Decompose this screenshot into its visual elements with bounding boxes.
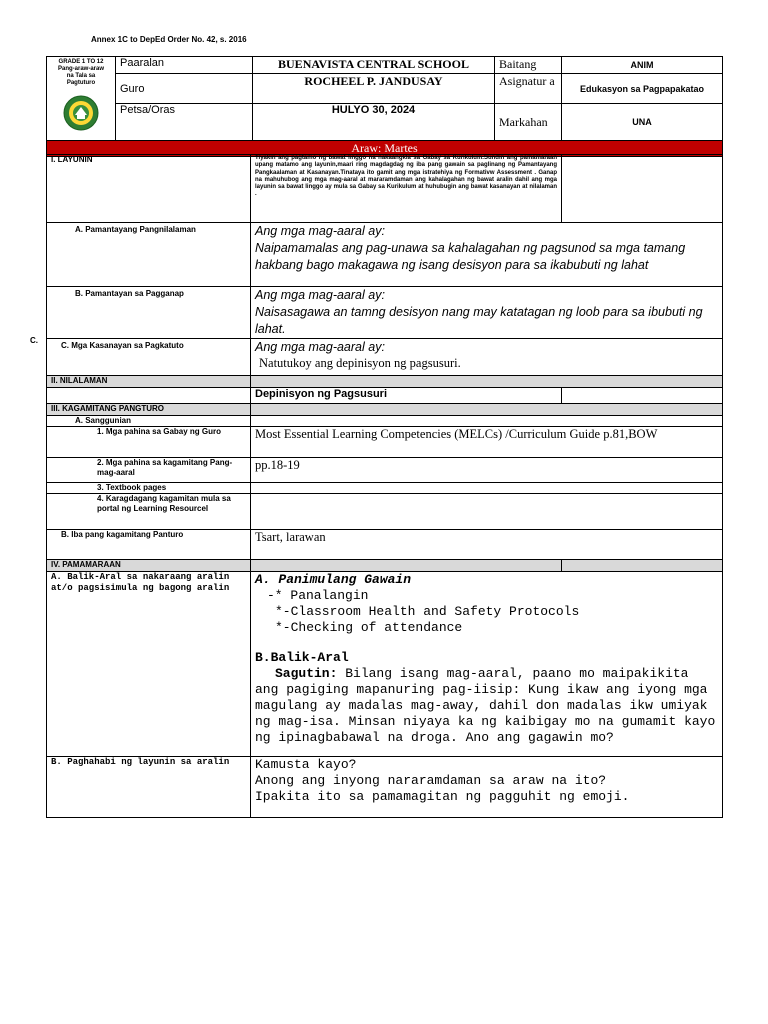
topic-text: Depinisyon ng Pagsusuri — [251, 388, 562, 404]
markahan-value: UNA — [562, 104, 723, 141]
markahan-label: Markahan — [495, 104, 562, 141]
panalangin-item: -* Panalangin — [267, 588, 369, 603]
empty-cell — [47, 388, 251, 404]
paaralan-label: Paaralan — [116, 57, 253, 74]
paghahabi-content — [251, 757, 723, 818]
competency-text: Natutukoy ang depinisyon ng pagsusuri. — [259, 356, 461, 370]
karagdagang-kagamitan-label: 4. Karagdagang kagamitan mula sa portal ng Learning Resourcel — [47, 494, 251, 530]
balik-aral-content — [251, 572, 723, 757]
empty-cell — [251, 494, 723, 530]
annex-reference: Annex 1C to DepEd Order No. 42, s. 2016 — [91, 35, 247, 44]
logo-cell — [47, 57, 116, 141]
kagamitang-mag-aaral-value: pp.18-19 — [251, 458, 723, 483]
pamantayan-pagganap-label: B. Pamantayan sa Pagganap — [47, 287, 251, 339]
baitang-value: ANIM — [562, 57, 723, 74]
paghahabi-label: B. Paghahabi ng layunin sa aralin — [47, 757, 251, 818]
learners-intro: Ang mga mag-aaral ay: — [255, 224, 385, 238]
kagamitang-mag-aaral-label: 2. Mga pahina sa kagamitang Pang- mag-aaral — [47, 458, 251, 483]
iba-pang-kagamitan-label: B. Iba pang kagamitang Panturo — [47, 530, 251, 560]
balik-aral-label: A. Balik-Aral sa nakaraang aralin at/o pagsisimula ng bagong aralin — [47, 572, 251, 757]
iba-pang-kagamitan-value: Tsart, larawan — [251, 530, 723, 560]
section-spacer — [251, 376, 723, 388]
petsa-label: Petsa/Oras — [116, 104, 253, 141]
section-spacer — [251, 560, 562, 572]
teacher-name: ROCHEEL P. JANDUSAY — [253, 74, 495, 104]
asignatura-label: Asignatur a — [495, 74, 562, 104]
lesson-table — [46, 154, 723, 818]
asignatura-value: Edukasyon sa Pagpapakatao — [562, 74, 723, 104]
sagutin-text: Bilang isang mag-aaral, paano mo maipakikita ang pagiging mapanuring pag-iisip: Kung ikaw ang iyong mga magulang ay madalas mag-away, dahil don madalas ikw umiyak ng mag-isa. Minsan niyaya ka ng kaibigay mo na gumamit kayo ng ipinagbabawal na droga. Ano ang gagawin mo? — [255, 666, 716, 745]
learners-intro: Ang mga mag-aaral ay: — [255, 340, 385, 354]
section-spacer — [562, 560, 723, 572]
health-protocols-item: *-Classroom Health and Safety Protocols — [275, 604, 580, 619]
pamantayang-pangnilalaman-content — [251, 223, 723, 287]
feeling-question-line: Anong ang inyong nararamdaman sa araw na ito? — [255, 773, 607, 788]
gabay-guro-label: 1. Mga pahina sa Gabay ng Guro — [47, 427, 251, 458]
guro-label: Guro — [116, 74, 253, 104]
pamamaraan-title: IV. PAMAMARAAN — [47, 560, 251, 572]
date-value: HULYO 30, 2024 — [253, 104, 495, 141]
logo-caption: GRADE 1 TO 12 Pang-araw-araw na Tala sa Pagtuturo — [57, 59, 105, 86]
layunin-text: Tiyakin ang pagtamo ng bawat linggo na nakaangkla sa Gabay sa Kurikulum.Sundin ang pamamaraan upang matamo ang layunin,maari ring magdagdag ng iba pang gawain sa paglinang ng Pamantayang Pangkaalaman at Kasanayan.Tinataya ito gamit ang mga istratehiya ng Formativw Assessment . Ganap na mahuhubog ang mga mag-aaral at mararamdaman ang kahalagahan ng bawat aralin dahil ang mga layunin sa bawat linggo ay mula sa Gabay sa Kurikulum at huhubugin ang bawat kasanayan at nilalaman . — [251, 155, 562, 223]
empty-cell — [562, 155, 723, 223]
kasanayan-content — [251, 339, 723, 376]
content-standard-text: Naipamamalas ang pag-unawa sa kahalagahan ng pagsunod sa mga tamang hakbang bago makagawa ng isang desisyon para sa ikabubuti ng lahat — [255, 241, 686, 272]
baitang-label: Baitang — [495, 57, 562, 74]
balik-aral-prompt — [255, 666, 718, 746]
performance-standard-text: Naisasagawa an tamng desisyon nang may katatagan ng loob para sa ibubuti ng lahat. — [255, 305, 703, 336]
header-table — [46, 56, 723, 157]
sanggunian-label: A. Sanggunian — [47, 416, 251, 427]
pamantayan-pagganap-content — [251, 287, 723, 339]
emoji-instruction-line: Ipakita ito sa pamamagitan ng pagguhit ng emoji. — [255, 789, 630, 804]
pamantayang-pangnilalaman-label: A. Pamantayang Pangnilalaman — [47, 223, 251, 287]
empty-cell — [562, 388, 723, 404]
school-seal-icon — [63, 95, 99, 131]
greeting-line: Kamusta kayo? — [255, 757, 357, 772]
sagutin-label: Sagutin: — [275, 666, 338, 681]
gabay-guro-value: Most Essential Learning Competencies (MELCs) /Curriculum Guide p.81,BOW — [251, 427, 723, 458]
school-name: BUENAVISTA CENTRAL SCHOOL — [253, 57, 495, 74]
section-spacer — [251, 404, 723, 416]
learners-intro: Ang mga mag-aaral ay: — [255, 288, 385, 302]
kasanayan-label: C. Mga Kasanayan sa Pagkatuto — [47, 339, 251, 376]
empty-cell — [251, 416, 723, 427]
empty-cell — [251, 483, 723, 494]
day-banner: Araw: Martes — [47, 141, 723, 157]
kagamitan-title: III. KAGAMITANG PANGTURO — [47, 404, 251, 416]
panimulang-gawain-heading: A. Panimulang Gawain — [255, 572, 412, 587]
side-label: C. — [30, 336, 38, 345]
textbook-pages-label: 3. Textbook pages — [47, 483, 251, 494]
layunin-title: I. LAYUNIN — [47, 155, 251, 223]
balik-aral-heading: B.Balik-Aral — [255, 650, 349, 665]
attendance-item: *-Checking of attendance — [275, 620, 463, 635]
nilalaman-title: II. NILALAMAN — [47, 376, 251, 388]
